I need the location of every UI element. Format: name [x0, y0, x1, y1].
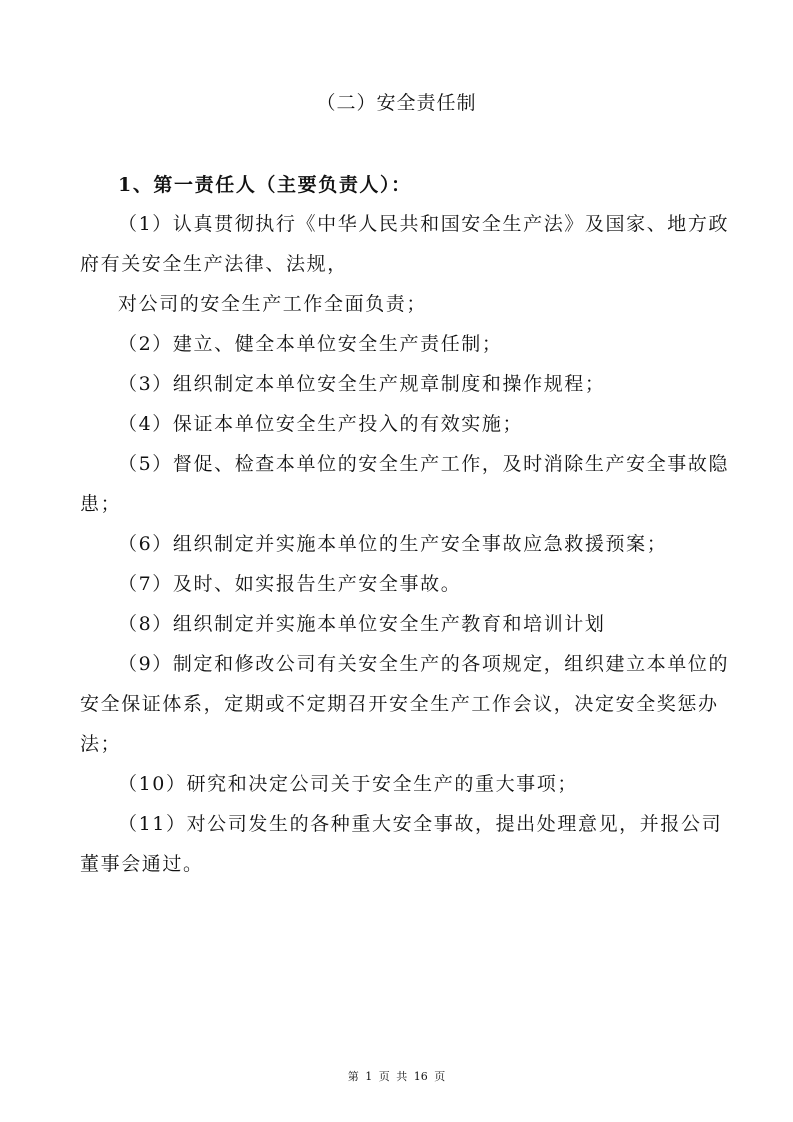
text-line: （1）认真贯彻执行《中华人民共和国安全生产法》及国家、地方政	[118, 213, 730, 235]
text-line: （6）组织制定并实施本单位的生产安全事故应急救援预案；	[118, 533, 668, 555]
text-line: （7）及时、如实报告生产安全事故。	[118, 573, 462, 595]
text-line: 法；	[80, 733, 122, 755]
text-line: （9）制定和修改公司有关安全生产的各项规定，组织建立本单位的	[118, 653, 730, 675]
text-line: 安全保证体系，定期或不定期召开安全生产工作会议，决定安全奖惩办	[80, 693, 719, 715]
text-line: 对公司的安全生产工作全面负责；	[118, 293, 428, 315]
text-line: 患；	[80, 493, 122, 515]
text-line: （4）保证本单位安全生产投入的有效实施；	[118, 413, 524, 435]
text-line: （2）建立、健全本单位安全生产责任制；	[118, 333, 503, 355]
text-line: 府有关安全生产法律、法规，	[80, 253, 348, 275]
subsection-heading: 1、第一责任人（主要负责人）：	[118, 174, 412, 196]
text-line: （10）研究和决定公司关于安全生产的重大事项；	[118, 773, 578, 795]
text-line: 董事会通过。	[80, 853, 204, 875]
paragraph-lines	[80, 204, 745, 884]
text-line: （5）督促、检查本单位的安全生产工作，及时消除生产安全事故隐	[118, 453, 730, 475]
section-title: （二）安全责任制	[316, 92, 477, 114]
text-line: （3）组织制定本单位安全生产规章制度和操作规程；	[118, 373, 606, 395]
document-body	[80, 166, 745, 884]
text-line: （11）对公司发生的各种重大安全事故，提出处理意见，并报公司	[118, 813, 723, 835]
page-footer: 第 1 页 共 16 页	[347, 1070, 446, 1083]
text-line: （8）组织制定并实施本单位安全生产教育和培训计划	[118, 613, 606, 635]
